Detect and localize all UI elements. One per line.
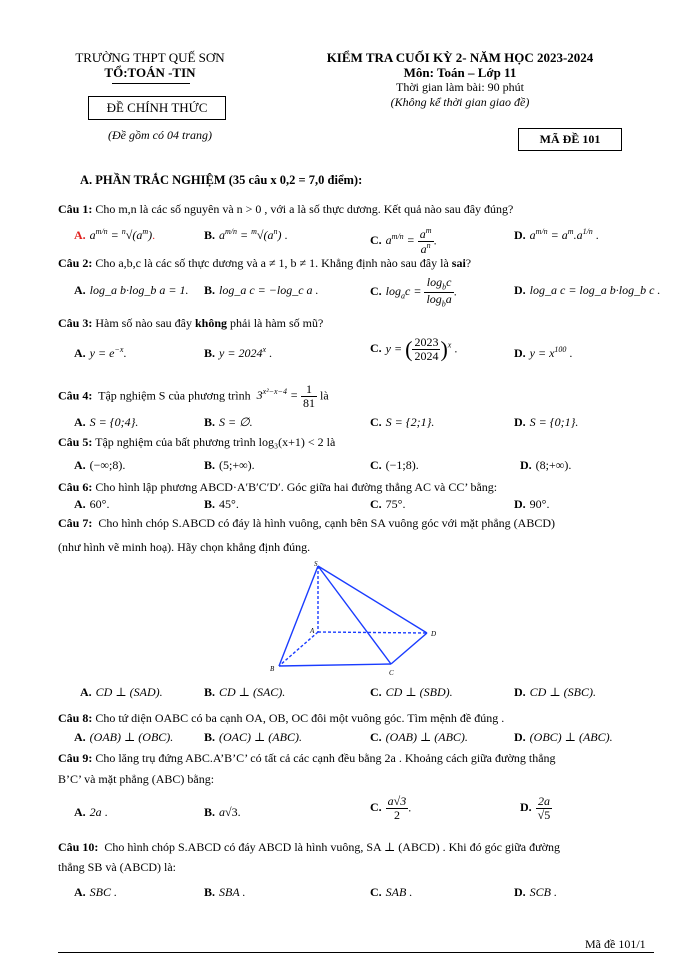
q8-option-c: C. (OAB) ⊥ (ABC).	[370, 730, 468, 744]
label-c: C	[389, 669, 394, 677]
q6-option-a: A. 60°.	[74, 497, 110, 511]
exam-code: MÃ ĐỀ 101	[518, 128, 622, 151]
question-10-cont: thẳng SB và (ABCD) là:	[58, 860, 176, 874]
q10-option-a: A. SBC .	[74, 885, 118, 899]
question-5: Câu 5: Tập nghiệm của bất phương trình log₃(x+1) < 2 là	[58, 435, 336, 449]
footer-rule	[58, 952, 654, 953]
q8-option-d: D. (OBC) ⊥ (ABC).	[514, 730, 613, 744]
pyramid-figure	[265, 560, 445, 680]
q4-option-d: D. S = {0;1}.	[514, 415, 579, 429]
q1-option-b: B. $a^{m/n} = ^m√(a^n)$ .	[204, 227, 288, 242]
question-1: Câu 1: Cho m,n là các số nguyên và n > 0 , với a là số thực dương. Kết quả nào sau đây đúng?	[58, 202, 514, 216]
label-b: B	[270, 665, 275, 673]
question-2: Câu 2: Cho a,b,c là các số thực dương và a ≠ 1, b ≠ 1. Khẳng định nào sau đây là sai?	[58, 256, 472, 270]
question-3: Câu 3: Hàm số nào sau đây không phải là hàm số mũ?	[58, 316, 324, 330]
q3-option-b: B. $y = 2024^x$ .	[204, 345, 273, 360]
question-7: Câu 7: Cho hình chóp S.ABCD có đáy là hình vuông, cạnh bên SA vuông góc với mặt phẳng (ABCD)	[58, 516, 555, 530]
duration: Thời gian làm bài: 90 phút	[396, 80, 524, 94]
question-6: Câu 6: Cho hình lập phương ABCD·A′B′C′D′. Góc giữa hai đường thẳng AC và CC’ bằng:	[58, 480, 498, 494]
label-d: D	[431, 630, 437, 638]
q9-option-b: B. a√3.	[204, 805, 241, 819]
q2-option-b: B. log_a c = −log_c a .	[204, 283, 319, 297]
question-4: Câu 4: Tập nghiệm S của phương trình $3^{x^2-x-4}$ = $\frac{1}{81}$ là	[58, 382, 329, 411]
q7-option-c: C. CD ⊥ (SBD).	[370, 685, 453, 699]
question-9-cont: B’C’ và mặt phẳng (ABC) bằng:	[58, 772, 215, 786]
q7-option-b: B. CD ⊥ (SAC).	[204, 685, 286, 699]
school-name: TRƯỜNG THPT QUẾ SƠN	[75, 50, 225, 65]
q1-option-d: D. $a^{m/n} = a^m.a^{1/n}$ .	[514, 227, 599, 242]
q3-option-a: A. $y = e^{-x}$.	[74, 345, 127, 360]
q9-option-c: C. $\frac{a√3}{2}$ .	[370, 794, 412, 823]
duration-note: (Không kể thời gian giao đề)	[390, 95, 530, 109]
q4-option-c: C. S = {2;1}.	[370, 415, 435, 429]
question-9: Câu 9: Cho lăng trụ đứng ABC.A’B’C’ có tất cả các cạnh đều bằng 2a . Khoảng cách giữa đường thẳng	[58, 751, 556, 765]
q9-option-a: A. 2a .	[74, 805, 108, 819]
q2-option-d: D. log_a c = log_a b·log_b c .	[514, 283, 661, 297]
q5-option-c: C. (−1;8).	[370, 458, 419, 472]
q1-option-a: A. $a^{m/n} = ^n√(a^m)$.	[74, 227, 156, 242]
q3-option-c: C. y = ( $\frac{2023}{2024}$ )$^x$ .	[370, 335, 458, 364]
subject: Môn: Toán – Lớp 11	[403, 65, 517, 80]
q6-option-c: C. 75°.	[370, 497, 406, 511]
q10-option-c: C. SAB .	[370, 885, 413, 899]
question-10: Câu 10: Cho hình chóp S.ABCD có đáy ABCD là hình vuông, SA ⊥ (ABCD) . Khi đó góc giữa đường	[58, 840, 560, 854]
q7-option-d: D. CD ⊥ (SBC).	[514, 685, 596, 699]
official-badge: ĐỀ CHÍNH THỨC	[88, 96, 226, 120]
q4-option-a: A. S = {0;4}.	[74, 415, 139, 429]
q6-option-b: B. 45°.	[204, 497, 239, 511]
question-8: Câu 8: Cho tứ diện OABC có ba cạnh OA, OB, OC đôi một vuông góc. Tìm mệnh đề đúng .	[58, 711, 505, 725]
question-7-cont: (như hình vẽ minh hoạ). Hãy chọn khẳng định đúng.	[58, 540, 311, 554]
q5-option-a: A. (−∞;8).	[74, 458, 126, 472]
label-a: A	[310, 627, 315, 635]
q5-option-b: B. (5;+∞).	[204, 458, 255, 472]
section-a-title: A. PHẦN TRẮC NGHIỆM (35 câu x 0,2 = 7,0 điểm):	[80, 173, 363, 187]
q6-option-d: D. 90°.	[514, 497, 550, 511]
pages-note: (Đề gồm có 04 trang)	[108, 128, 212, 142]
q8-option-b: B. (OAC) ⊥ (ABC).	[204, 730, 302, 744]
label-s: S	[314, 560, 318, 568]
q1-option-c: C. $a^{m/n}$ = $\frac{a^m}{a^n}$ .	[370, 226, 437, 257]
q9-option-d: D. $\frac{2a}{√5}$	[520, 794, 551, 823]
q7-option-a: A. CD ⊥ (SAD).	[80, 685, 163, 699]
q8-option-a: A. (OAB) ⊥ (OBC).	[74, 730, 174, 744]
department: TỔ:TOÁN -TIN	[104, 65, 196, 80]
q10-option-d: D. SCB .	[514, 885, 558, 899]
exam-title: KIỂM TRA CUỐI KỲ 2- NĂM HỌC 2023-2024	[326, 50, 594, 65]
q4-option-b: B. S = ∅.	[204, 415, 253, 429]
q5-option-d: D. (8;+∞).	[520, 458, 572, 472]
q2-option-a: A. log_a b·log_b a = 1.	[74, 283, 189, 297]
footer-code: Mã đề 101/1	[585, 937, 646, 951]
q2-option-c: C. $\log_ac$ = $\frac{\log_bc}{\log_ba}$ .	[370, 275, 457, 309]
q10-option-b: B. SBA .	[204, 885, 246, 899]
q3-option-d: D. $y = x^{100}$ .	[514, 345, 573, 360]
